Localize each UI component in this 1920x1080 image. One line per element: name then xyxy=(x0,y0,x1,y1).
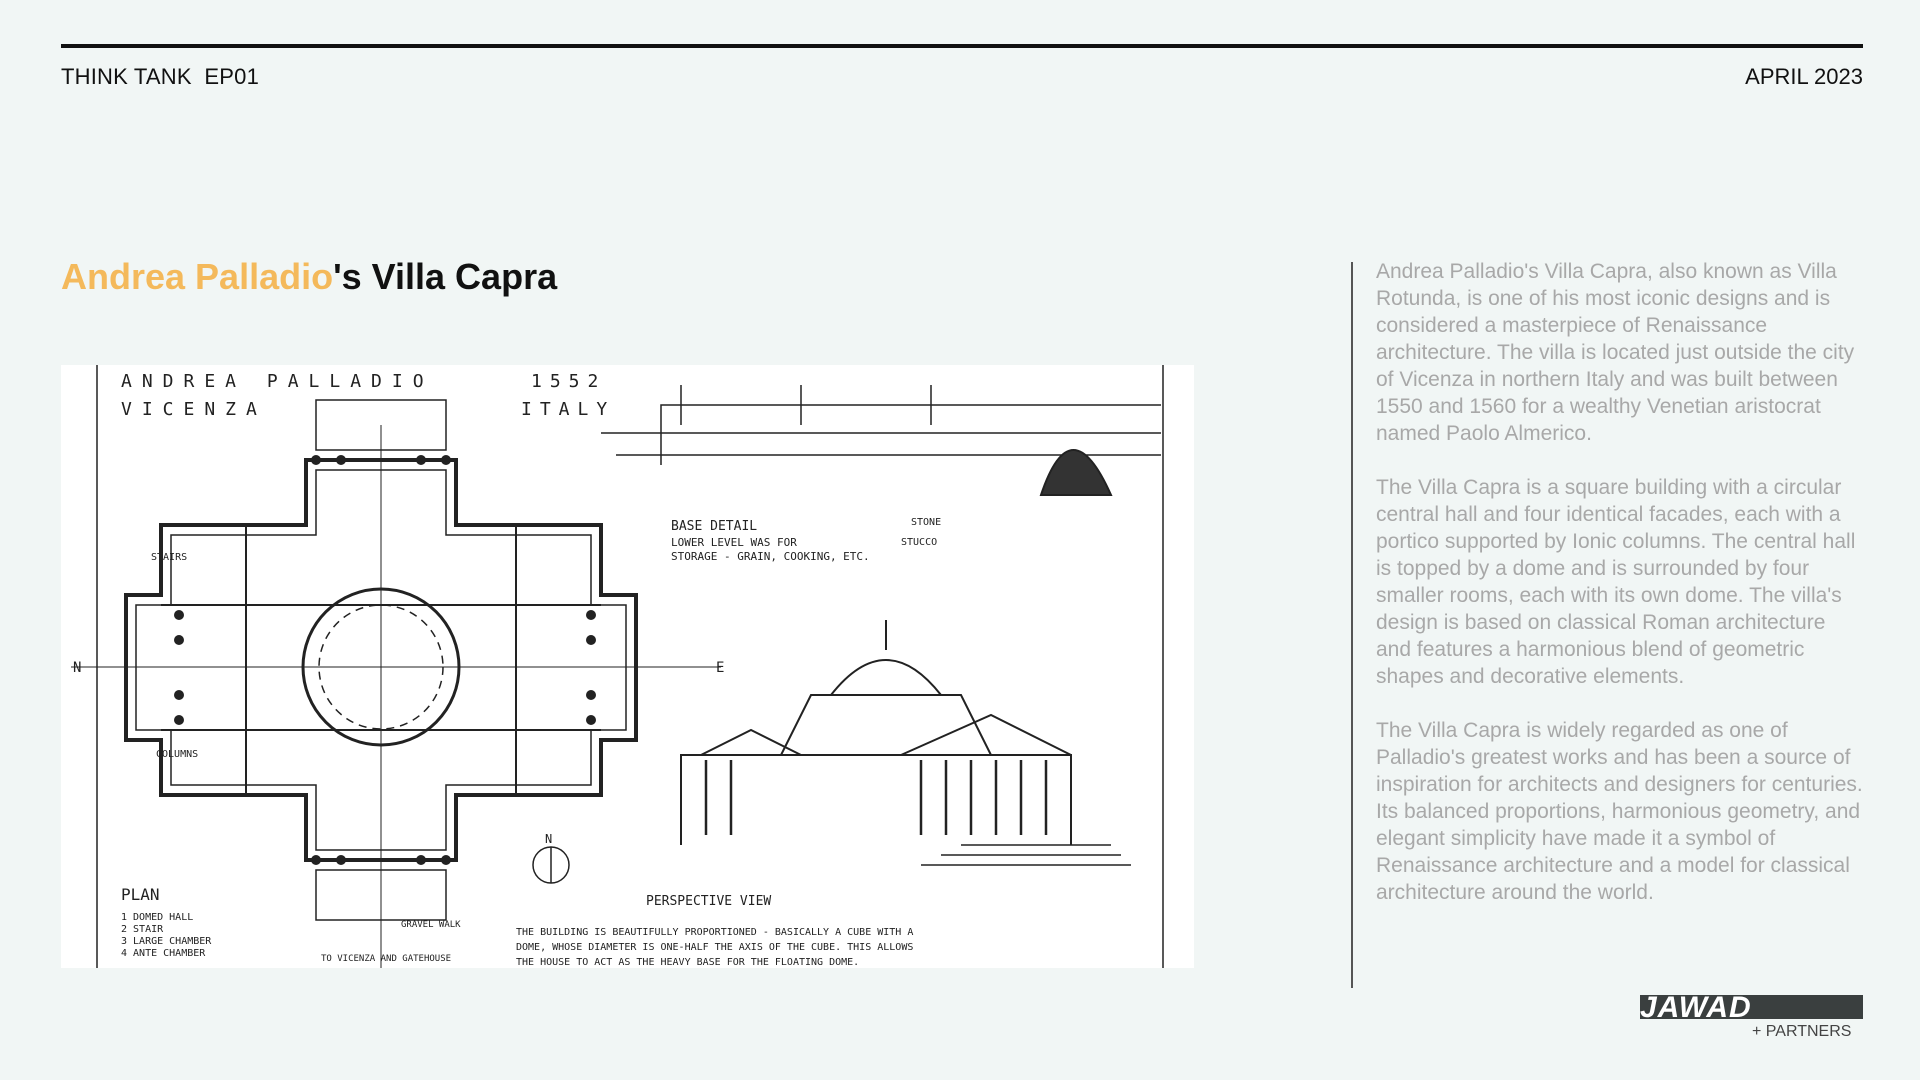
series-name: THINK TANK xyxy=(61,64,192,89)
episode-number: EP01 xyxy=(204,64,260,89)
label-stucco: STUCCO xyxy=(901,537,938,548)
label-country: ITALY xyxy=(521,399,616,420)
title-building: 's Villa Capra xyxy=(333,256,558,297)
page-title xyxy=(61,256,557,298)
legend-3: 3 LARGE CHAMBER xyxy=(121,936,212,947)
axis-east-label: E xyxy=(716,660,725,676)
label-base-note-2: STORAGE - GRAIN, COOKING, ETC. xyxy=(671,550,870,563)
legend-4: 4 ANTE CHAMBER xyxy=(121,948,206,959)
column-divider xyxy=(1351,262,1353,988)
label-columns: COLUMNS xyxy=(156,749,199,760)
note-line-1: THE BUILDING IS BEAUTIFULLY PROPORTIONED - BASICALLY A CUBE WITH A xyxy=(516,927,914,938)
label-stairs: STAIRS xyxy=(151,552,188,563)
paragraph-design: The Villa Capra is a square building with a circular central hall and four identical facades, each with a portico supported by Ionic columns. The central hall is topped by a dome and is surrounded by four smaller rooms, each with its own dome. The villa's design is based on classical Roman architecture and features a harmonious blend of geometric shapes and decorative elements. xyxy=(1376,476,1856,688)
header-rule xyxy=(61,44,1863,48)
label-stone: STONE xyxy=(911,517,942,528)
paragraph-legacy: The Villa Capra is widely regarded as one of Palladio's greatest works and has been a source of inspiration for architects and designers for centuries. Its balanced proportions, harmonious geometry, and elegant simplicity have made it a symbol of Renaissance architecture and a model for classical architecture around the world. xyxy=(1376,719,1863,904)
sketch-drawing xyxy=(61,365,1194,968)
axis-west-label: N xyxy=(73,660,82,676)
legend-2: 2 STAIR xyxy=(121,924,164,935)
logo-subtitle: + PARTNERS xyxy=(1752,1023,1852,1040)
description-text xyxy=(1376,258,1864,933)
episode-label xyxy=(61,64,259,90)
label-base-note-1: LOWER LEVEL WAS FOR xyxy=(671,536,797,549)
label-base-detail: BASE DETAIL xyxy=(671,519,758,534)
label-year: 1552 xyxy=(531,371,607,392)
legend-1: 1 DOMED HALL xyxy=(121,912,194,923)
label-architect: ANDREA PALLADIO xyxy=(121,371,434,392)
villa-sketch-image xyxy=(61,365,1194,968)
paragraph-intro: Andrea Palladio's Villa Capra, also known as Villa Rotunda, is one of his most iconic designs and is considered a masterpiece of Renaissance architecture. The villa is located just outside the city of Vicenza in northern Italy and was built between 1550 and 1560 for a wealthy Venetian aristocrat named Paolo Almerico. xyxy=(1376,260,1855,445)
label-perspective: PERSPECTIVE VIEW xyxy=(646,894,772,909)
label-plan: PLAN xyxy=(121,885,160,904)
label-city: VICENZA xyxy=(121,399,267,420)
label-gatehouse: TO VICENZA AND GATEHOUSE xyxy=(321,954,452,964)
note-line-2: DOME, WHOSE DIAMETER IS ONE-HALF THE AXIS OF THE CUBE. THIS ALLOWS xyxy=(516,942,914,953)
label-gravel: GRAVEL WALK xyxy=(401,920,461,930)
note-line-3: THE HOUSE TO ACT AS THE HEAVY BASE FOR THE FLOATING DOME. xyxy=(516,957,860,968)
logo-wordmark: JAWAD xyxy=(1640,991,1752,1024)
compass-north: N xyxy=(545,832,553,846)
title-architect: Andrea Palladio xyxy=(61,256,334,297)
date-label: APRIL 2023 xyxy=(1745,64,1863,89)
